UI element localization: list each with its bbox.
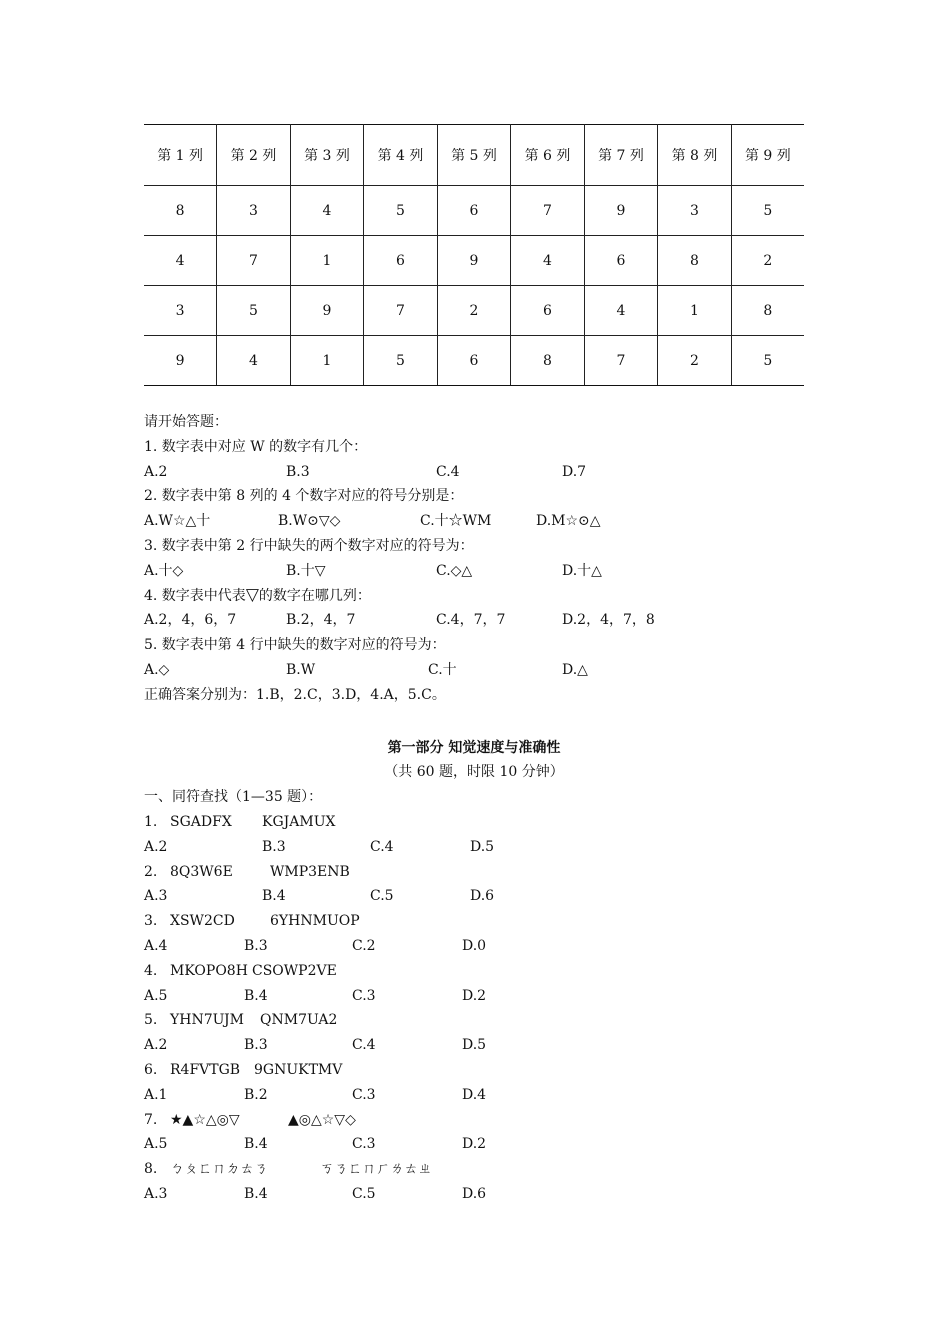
table-cell: 7	[364, 286, 438, 336]
option-b: B.W	[286, 661, 316, 678]
option-a: A.4	[144, 937, 168, 954]
option-b: B.3	[262, 838, 286, 855]
option-a: A.W☆△十	[144, 513, 211, 530]
table-cell: 7	[217, 236, 291, 286]
question-item	[144, 1058, 804, 1083]
part-title: 第一部分 知觉速度与准确性	[387, 739, 561, 756]
left-string: SGADFX	[170, 813, 232, 830]
table-cell: 1	[290, 336, 364, 386]
table-cell: 5	[731, 336, 804, 386]
question-item	[144, 860, 804, 885]
option-a: A.2	[144, 1037, 168, 1054]
option-c: C.2	[352, 937, 376, 954]
table-row	[144, 186, 804, 236]
option-d: D.2，4，7，8	[562, 612, 655, 629]
question-number: 7.	[144, 1111, 158, 1128]
question-item	[144, 810, 804, 835]
right-string: KGJAMUX	[262, 813, 336, 830]
left-string: R4FVTGB	[170, 1061, 241, 1078]
question-number: 8.	[144, 1161, 158, 1178]
table-cell: 8	[658, 236, 732, 286]
question-options	[144, 984, 804, 1009]
right-string: ▲◎△☆▽◇	[288, 1111, 356, 1128]
question-options	[144, 884, 804, 909]
practice-options	[144, 658, 804, 683]
question-options	[144, 1033, 804, 1058]
table-cell: 3	[658, 186, 732, 236]
answer-key: 正确答案分别为：1.B，2.C，3.D，4.A，5.C。	[144, 686, 446, 703]
table-cell: 1	[290, 236, 364, 286]
option-c: C.3	[352, 1086, 376, 1103]
question-number: 2.	[144, 863, 158, 880]
option-a: A.3	[144, 888, 168, 905]
table-row	[144, 336, 804, 386]
table-header-cell: 第 7 列	[584, 125, 658, 186]
left-string: YHN7UJM	[170, 1012, 244, 1029]
option-d: D.0	[462, 937, 487, 954]
option-d: D.4	[462, 1086, 487, 1103]
table-header-row	[144, 125, 804, 186]
question-options	[144, 1132, 804, 1157]
option-c: C.5	[370, 888, 394, 905]
option-b: B.4	[262, 888, 286, 905]
option-d: D.5	[462, 1037, 487, 1054]
practice-options	[144, 559, 804, 584]
option-c: C.十☆WM	[420, 513, 492, 530]
option-d: D.6	[470, 888, 495, 905]
question-text-block	[144, 410, 804, 1207]
table-cell: 6	[437, 186, 511, 236]
table-cell: 8	[731, 286, 804, 336]
right-string: ㄎㄋㄈㄇㄏㄌㄊㄓ	[320, 1161, 432, 1178]
table-cell: 5	[731, 186, 804, 236]
practice-options	[144, 460, 804, 485]
table-header-cell: 第 3 列	[290, 125, 364, 186]
left-string: MKOPO8H	[170, 962, 248, 979]
table-header-cell: 第 1 列	[144, 125, 217, 186]
question-item	[144, 909, 804, 934]
question-options	[144, 934, 804, 959]
question-number: 3.	[144, 913, 158, 930]
option-b: B.3	[244, 937, 268, 954]
right-string: 6YHNMUOP	[270, 913, 360, 930]
part-subtitle: （共 60 题，时限 10 分钟）	[384, 764, 564, 781]
option-c: C.4	[370, 838, 394, 855]
table-cell: 9	[144, 336, 217, 386]
option-d: D.2	[462, 1136, 487, 1153]
practice-question: 3. 数字表中第 2 行中缺失的两个数字对应的符号为：	[144, 537, 474, 554]
table-cell: 5	[364, 336, 438, 386]
right-string: CSOWP2VE	[252, 962, 337, 979]
option-c: C.3	[352, 987, 376, 1004]
right-string: 9GNUKTMV	[254, 1061, 343, 1078]
right-string: QNM7UA2	[260, 1012, 338, 1029]
option-b: B.4	[244, 1185, 268, 1202]
table-cell: 2	[437, 286, 511, 336]
table-cell: 6	[437, 336, 511, 386]
table-cell: 3	[217, 186, 291, 236]
spacer	[144, 708, 804, 736]
intro-text: 请开始答题：	[144, 414, 228, 430]
option-d: D.5	[470, 838, 495, 855]
option-a: A.2	[144, 463, 168, 480]
table-header-cell: 第 9 列	[731, 125, 804, 186]
option-c: C.3	[352, 1136, 376, 1153]
option-b: B.W⊙▽◇	[278, 513, 341, 530]
option-c: C.5	[352, 1185, 376, 1202]
table-header-cell: 第 2 列	[217, 125, 291, 186]
option-b: B.2	[244, 1086, 268, 1103]
table-row	[144, 286, 804, 336]
option-c: C.4	[436, 463, 460, 480]
option-b: B.2，4，7	[286, 612, 356, 629]
question-number: 5.	[144, 1012, 158, 1029]
option-d: D.十△	[562, 562, 602, 579]
right-string: WMP3ENB	[270, 863, 350, 880]
table-cell: 4	[144, 236, 217, 286]
table-cell: 5	[217, 286, 291, 336]
inverted-triangle-icon: ▽	[245, 584, 259, 605]
option-a: A.十◇	[144, 562, 184, 579]
question-options	[144, 835, 804, 860]
question-text: 的数字在哪几列：	[258, 587, 371, 604]
left-string: 8Q3W6E	[170, 863, 233, 880]
option-c: C.4	[352, 1037, 376, 1054]
table-cell: 7	[584, 336, 658, 386]
practice-question	[144, 584, 804, 609]
option-c: C.4，7，7	[436, 612, 506, 629]
question-number: 1.	[144, 813, 158, 830]
table-header-cell: 第 8 列	[658, 125, 732, 186]
table-header-cell: 第 5 列	[437, 125, 511, 186]
table-cell: 6	[511, 286, 585, 336]
option-b: B.4	[244, 1136, 268, 1153]
question-item	[144, 1108, 804, 1133]
option-b: B.4	[244, 987, 268, 1004]
left-string: XSW2CD	[170, 913, 235, 930]
table-cell: 4	[217, 336, 291, 386]
table-cell: 8	[511, 336, 585, 386]
question-text: 4. 数字表中代表	[144, 587, 246, 604]
table-cell: 9	[584, 186, 658, 236]
option-a: A.◇	[144, 661, 170, 678]
option-c: C.◇△	[436, 562, 473, 579]
practice-question: 1. 数字表中对应 W 的数字有几个：	[144, 438, 368, 455]
left-string: ㄅㄆㄈㄇㄉㄊㄋ	[170, 1161, 268, 1178]
table-cell: 2	[658, 336, 732, 386]
table-cell: 8	[144, 186, 217, 236]
table-cell: 9	[437, 236, 511, 286]
question-item	[144, 959, 804, 984]
question-number: 4.	[144, 962, 158, 979]
left-string: ★▲☆△◎▽	[170, 1111, 240, 1128]
practice-options	[144, 509, 804, 534]
option-a: A.2，4，6，7	[144, 612, 237, 629]
question-options	[144, 1182, 804, 1207]
table-header-cell: 第 4 列	[364, 125, 438, 186]
option-b: B.十▽	[286, 562, 326, 579]
question-item	[144, 1157, 804, 1182]
option-d: D.M☆⊙△	[536, 513, 601, 530]
option-b: B.3	[286, 463, 310, 480]
table-cell: 4	[290, 186, 364, 236]
table-cell: 3	[144, 286, 217, 336]
option-d: D.6	[462, 1185, 487, 1202]
table-cell: 9	[290, 286, 364, 336]
table-cell: 2	[731, 236, 804, 286]
question-number: 6.	[144, 1061, 158, 1078]
practice-question: 2. 数字表中第 8 列的 4 个数字对应的符号分别是：	[144, 488, 464, 505]
question-options	[144, 1083, 804, 1108]
table-header-cell: 第 6 列	[511, 125, 585, 186]
table-row	[144, 236, 804, 286]
table-cell: 4	[584, 286, 658, 336]
table-cell: 1	[658, 286, 732, 336]
section-heading: 一、同符查找（1—35 题）：	[144, 789, 323, 806]
option-a: A.1	[144, 1086, 168, 1103]
option-a: A.2	[144, 838, 168, 855]
table-cell: 6	[364, 236, 438, 286]
table-cell: 7	[511, 186, 585, 236]
option-a: A.5	[144, 1136, 168, 1153]
table-cell: 5	[364, 186, 438, 236]
option-a: A.5	[144, 987, 168, 1004]
practice-options	[144, 608, 804, 633]
number-symbol-table	[144, 124, 804, 386]
question-item	[144, 1008, 804, 1033]
option-c: C.十	[428, 661, 457, 678]
option-d: D.7	[562, 463, 587, 480]
table-cell: 4	[511, 236, 585, 286]
option-d: D.△	[562, 661, 588, 678]
option-d: D.2	[462, 987, 487, 1004]
practice-question: 5. 数字表中第 4 行中缺失的数字对应的符号为：	[144, 637, 446, 654]
option-a: A.3	[144, 1185, 168, 1202]
table-cell: 6	[584, 236, 658, 286]
option-b: B.3	[244, 1037, 268, 1054]
